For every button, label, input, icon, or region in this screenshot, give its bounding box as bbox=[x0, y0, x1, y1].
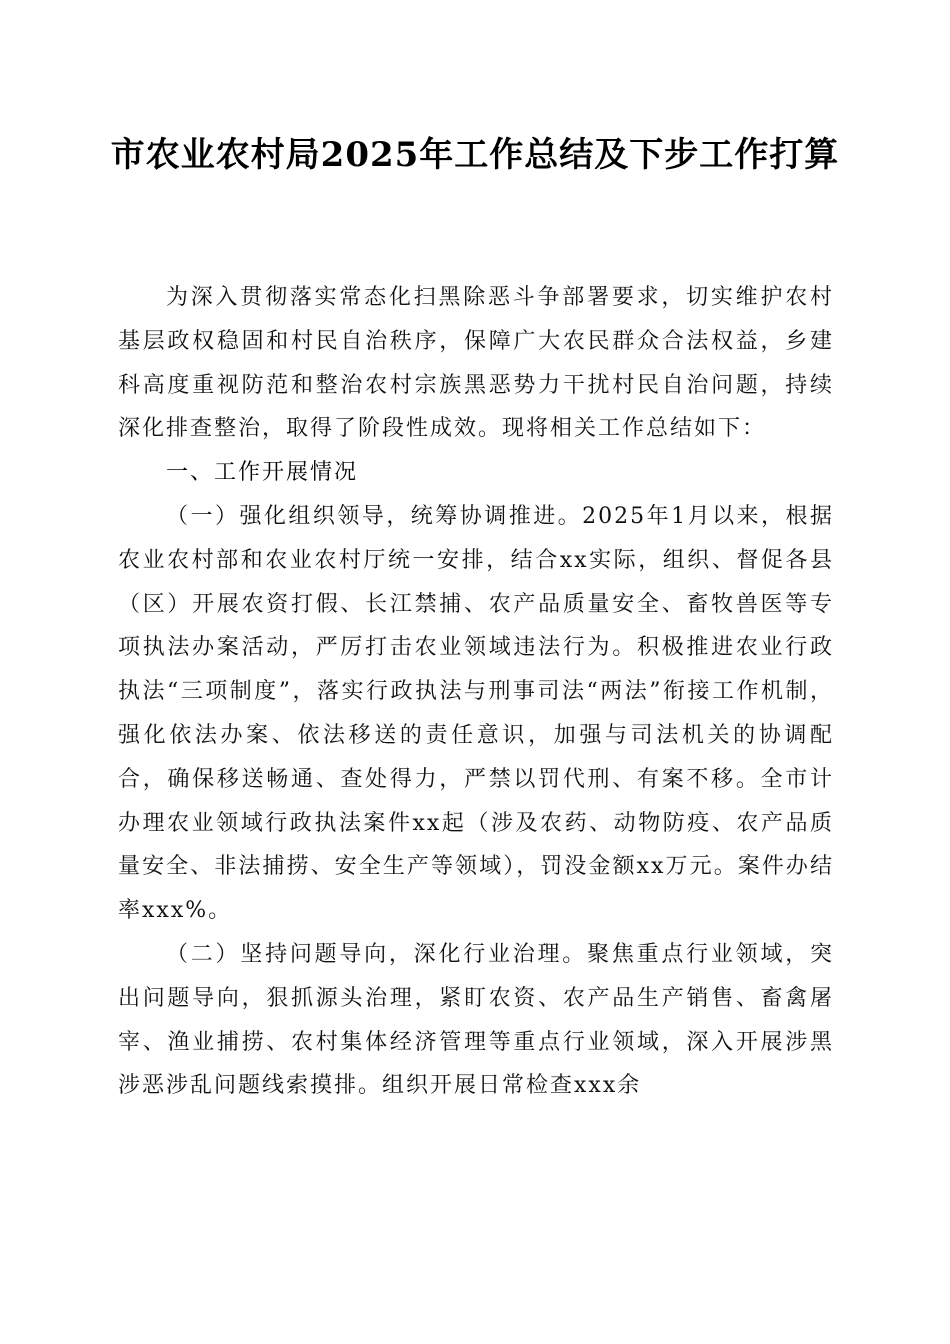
intro-paragraph: 为深入贯彻落实常态化扫黑除恶斗争部署要求，切实维护农村基层政权稳固和村民自治秩序，保障广大农民群众合法权益，乡建科高度重视防范和整治农村宗族黑恶势力干扰村民自治问题，持续深化排查整治，取得了阶段性成效。现将相关工作总结如下： bbox=[118, 285, 834, 442]
section-heading-work-status: 一、工作开展情况 bbox=[166, 460, 359, 486]
document-body bbox=[118, 276, 834, 1108]
document-title: 市农业农村局2025年工作总结及下步工作打算 bbox=[110, 135, 840, 175]
paragraph-industry-governance: （二）坚持问题导向，深化行业治理。聚焦重点行业领域，突出问题导向，狠抓源头治理，紧盯农资、农产品生产销售、畜禽屠宰、渔业捕捞、农村集体经济管理等重点行业领域，深入开展涉黑涉恶涉乱问题线索摸排。组织开展日常检查xxx余 bbox=[118, 941, 834, 1099]
paragraph-organization-leadership: （一）强化组织领导，统筹协调推进。2025年1月以来，根据农业农村部和农业农村厅统一安排，结合xx实际，组织、督促各县（区）开展农资打假、长江禁捕、农产品质量安全、畜牧兽医等专项执法办案活动，严厉打击农业领域违法行为。积极推进农业行政执法“三项制度”，落实行政执法与刑事司法“两法”衔接工作机制，强化依法办案、依法移送的责任意识，加强与司法机关的协调配合，确保移送畅通、查处得力，严禁以罚代刑、有案不移。全市计办理农业领域行政执法案件xx起（涉及农药、动物防疫、农产品质量安全、非法捕捞、安全生产等领域），罚没金额xx万元。案件办结率xxx%。 bbox=[118, 503, 834, 924]
